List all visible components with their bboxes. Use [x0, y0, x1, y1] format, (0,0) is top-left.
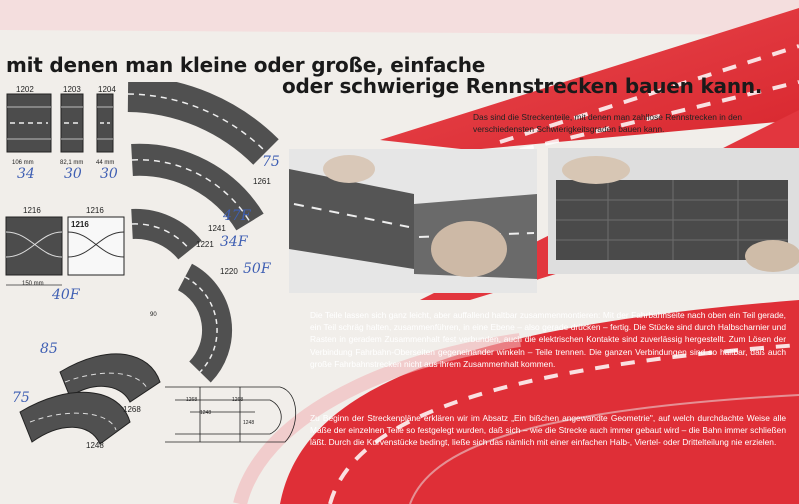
photo-underside-view: [548, 148, 799, 274]
headline-line-1: mit denen man kleine oder große, einfache: [6, 53, 486, 77]
label-1216-b: 1216: [86, 206, 104, 215]
straight-piece-1204: [97, 94, 113, 152]
handwritten-price-1241: 47F: [223, 208, 251, 224]
straight-piece-1202: [7, 94, 51, 152]
label-1204: 1204: [98, 85, 116, 94]
diagram-label-4: 1248: [243, 420, 255, 426]
handwritten-price-1203: 30: [64, 166, 82, 182]
lane-change-pieces: [6, 217, 124, 285]
label-1216-a: 1216: [23, 206, 41, 215]
label-1202: 1202: [16, 85, 34, 94]
diagram-label-2: 1268: [232, 397, 244, 403]
label-1203: 1203: [63, 85, 81, 94]
diagram-label-3: 1248: [200, 410, 212, 416]
handwritten-price-1221: 34F: [220, 234, 248, 250]
handwritten-price-banked-left: 75: [12, 390, 30, 406]
banked-curve-diagram: [165, 387, 296, 442]
curve-pieces: [128, 94, 266, 372]
handwritten-price-1202: 34: [17, 166, 35, 182]
label-1248: 1248: [86, 441, 104, 450]
straight-piece-1203: [61, 94, 83, 152]
photo-joining-pieces: [289, 149, 537, 293]
banked-curve-pieces: [20, 354, 160, 444]
measure-1216: 150 mm: [22, 281, 44, 287]
diagram-label-1: 1268: [186, 397, 198, 403]
handwritten-price-1261: 75: [262, 154, 280, 170]
geometry-paragraph: Zu Beginn der Streckenpläne erklären wir im Absatz „Ein bißchen angewandte Geometrie", auf welch durchdachte Weise alle Maße der einzelnen Teile so festgelegt wurden, daß sich – wie die Strecke auch immer gebaut wird – die Bahn immer schließen läßt. Durch die Kurvenstücke bedingt, ließe sich das nämlich mit einer einfachen Halb-, Viertel- oder Drittelteilung nie erzielen.: [310, 413, 786, 448]
handwritten-price-1216: 40F: [52, 287, 80, 303]
label-1216-inner: 1216: [71, 220, 89, 229]
label-1268: 1268: [123, 405, 141, 414]
headline-line-2: oder schwierige Rennstrecken bauen kann.: [282, 74, 763, 98]
measure-1204: 44 mm: [96, 160, 115, 166]
measure-1220: 90: [150, 312, 157, 318]
label-1221: 1221: [196, 240, 214, 249]
handwritten-price-1204: 30: [100, 166, 118, 182]
handwritten-price-banked-top: 85: [40, 341, 58, 357]
handwritten-price-1220: 50F: [243, 261, 271, 277]
label-1241: 1241: [208, 224, 226, 233]
label-1220: 1220: [220, 267, 238, 276]
intro-text: Das sind die Streckenteile, mit denen man zahllose Rennstrecken in den verschiedensten Schwierigkeitsgraden bauen kann.: [473, 112, 743, 135]
measure-1202: 106 mm: [12, 160, 34, 166]
label-1261: 1261: [253, 177, 271, 186]
assembly-paragraph: Die Teile lassen sich ganz leicht, aber auffallend haltbar zusammenmontieren: Mit der Fahrbahnseite nach oben ein Teil gerade, ein Teil schräg halten, zusammenführen, in eine Ebene – also gerade drücken – fertig. Die Stücke sind durch Halbscharnier und Rasten in geradem Zusammenhalt fest verbunden, auch die elektrischen Kontakte sind zuverlässig hergestellt. Zum Lösen der Verbindung Fahrbahn-Oberseiten gegeneinander winkeln – Teile trennen. Die ganzen Verbindungen sind so haltbar, daß auch große Fahrbahnstrecken nicht aus ihrem Zusammenhalt kommen.: [310, 310, 786, 369]
measure-1203: 82,1 mm: [60, 160, 84, 166]
